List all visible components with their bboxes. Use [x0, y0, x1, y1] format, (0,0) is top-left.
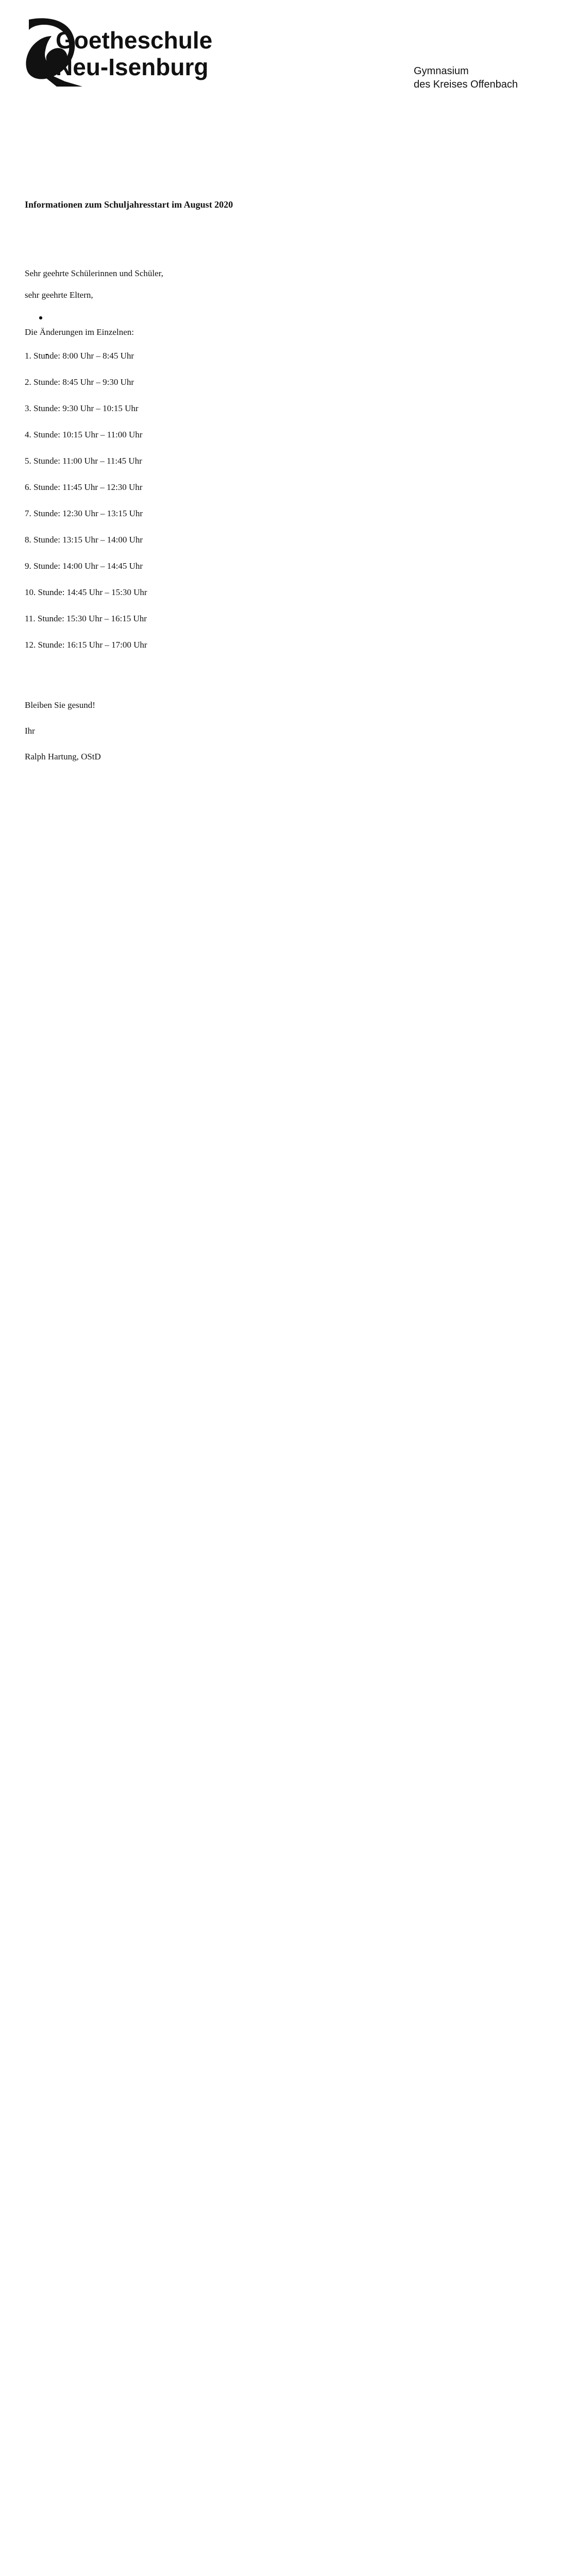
school-type-line-2: des Kreises Offenbach — [414, 79, 518, 90]
lesson-time: 12. Stunde: 16:15 Uhr – 17:00 Uhr — [25, 640, 147, 650]
closing-line: Bleiben Sie gesund! — [25, 700, 95, 710]
lesson-times — [25, 350, 550, 665]
lesson-time: 4. Stunde: 10:15 Uhr – 11:00 Uhr — [25, 430, 143, 439]
greeting-2: sehr geehrte Eltern, — [25, 290, 93, 300]
changes-intro: Die Änderungen im Einzelnen: — [25, 327, 134, 337]
lesson-time: 1. Stunde: 8:00 Uhr – 8:45 Uhr — [25, 351, 134, 361]
lesson-time: 7. Stunde: 12:30 Uhr – 13:15 Uhr — [25, 509, 143, 518]
school-name-line-2: Neu-Isenburg — [56, 54, 209, 80]
lesson-time: 3. Stunde: 9:30 Uhr – 10:15 Uhr — [25, 403, 139, 413]
lesson-time: 9. Stunde: 14:00 Uhr – 14:45 Uhr — [25, 561, 143, 571]
ihr-line: Ihr — [25, 726, 35, 736]
school-name-line-1: Goetheschule — [56, 27, 213, 54]
letterhead — [25, 15, 550, 103]
letter-title: Informationen zum Schuljahresstart im August 2020 — [25, 199, 233, 210]
school-type-line-1: Gymnasium — [414, 65, 469, 77]
lesson-time: 5. Stunde: 11:00 Uhr – 11:45 Uhr — [25, 456, 142, 466]
signature-block — [25, 699, 550, 763]
lesson-time: 8. Stunde: 13:15 Uhr – 14:00 Uhr — [25, 535, 143, 545]
school-type-block — [414, 64, 518, 91]
signature-name: Ralph Hartung, OStD — [25, 752, 101, 761]
lesson-time: 2. Stunde: 8:45 Uhr – 9:30 Uhr — [25, 377, 134, 387]
lesson-time: 11. Stunde: 15:30 Uhr – 16:15 Uhr — [25, 614, 147, 623]
lesson-time: 10. Stunde: 14:45 Uhr – 15:30 Uhr — [25, 587, 147, 597]
school-name — [56, 27, 212, 80]
letter-content — [25, 198, 550, 776]
greeting-1: Sehr geehrte Schülerinnen und Schüler, — [25, 268, 163, 278]
lesson-time: 6. Stunde: 11:45 Uhr – 12:30 Uhr — [25, 482, 143, 492]
